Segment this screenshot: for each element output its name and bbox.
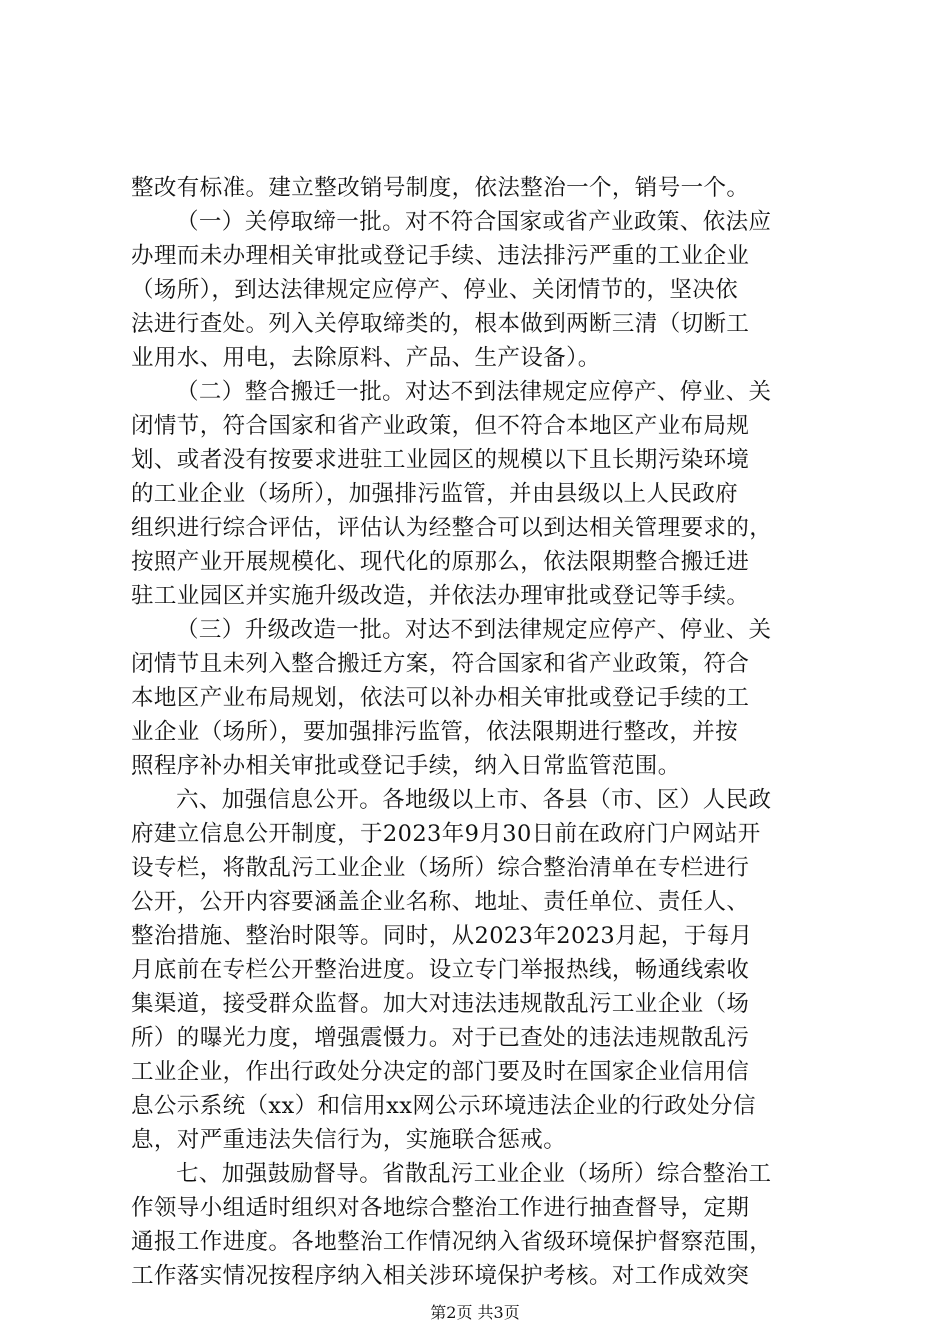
text-line: 办理而未办理相关审批或登记手续、违法排污严重的工业企业: [131, 243, 750, 269]
text-line: 组织进行综合评估，评估认为经整合可以到达相关管理要求的，: [131, 515, 773, 541]
text-line: 六、加强信息公开。各地级以上市、各县（市、区）人民政: [176, 787, 772, 813]
text-line: （二）整合搬迁一批。对达不到法律规定应停产、停业、关: [176, 379, 772, 405]
text-line: （场所），到达法律规定应停产、停业、关闭情节的，坚决依: [131, 277, 739, 303]
text-line: 府建立信息公开制度，于2023年9月30日前在政府门户网站开: [131, 821, 761, 847]
text-line: 按照产业开展规模化、现代化的原那么，依法限期整合搬迁进: [131, 549, 750, 575]
text-line: 闭情节，符合国家和省产业政策，但不符合本地区产业布局规: [131, 413, 750, 439]
text-line: 息公示系统（xx）和信用xx网公示环境违法企业的行政处分信: [131, 1093, 756, 1119]
text-line: 公开，公开内容要涵盖企业名称、地址、责任单位、责任人、: [131, 889, 750, 915]
text-line: 业用水、用电，去除原料、产品、生产设备）。: [131, 345, 601, 371]
page-number-footer: 第2页 共3页: [430, 1303, 520, 1322]
text-line: 息，对严重违法失信行为，实施联合惩戒。: [131, 1127, 567, 1153]
text-line: 的工业企业（场所），加强排污监管，并由县级以上人民政府: [131, 481, 739, 507]
text-line: 通报工作进度。各地整治工作情况纳入省级环境保护督察范围，: [131, 1229, 773, 1255]
text-line: 划、或者没有按要求进驻工业园区的规模以下且长期污染环境: [131, 447, 750, 473]
text-line: 工业企业，作出行政处分决定的部门要及时在国家企业信用信: [131, 1059, 750, 1085]
text-line: 本地区产业布局规划，依法可以补办相关审批或登记手续的工: [131, 685, 750, 711]
text-line: 整治措施、整治时限等。同时，从2023年2023月起，于每月: [131, 923, 753, 949]
text-line: 七、加强鼓励督导。省散乱污工业企业（场所）综合整治工: [176, 1161, 772, 1187]
text-line: 法进行查处。列入关停取缔类的，根本做到两断三清（切断工: [131, 311, 750, 337]
text-line: 设专栏，将散乱污工业企业（场所）综合整治清单在专栏进行: [131, 855, 750, 881]
text-line: 闭情节且未列入整合搬迁方案，符合国家和省产业政策，符合: [131, 651, 750, 677]
text-line: （一）关停取缔一批。对不符合国家或省产业政策、依法应: [176, 209, 772, 235]
text-line: 照程序补办相关审批或登记手续，纳入日常监管范围。: [131, 753, 681, 779]
text-line: 集渠道，接受群众监督。加大对违法违规散乱污工业企业（场: [131, 991, 750, 1017]
text-line: 业企业（场所），要加强排污监管，依法限期进行整改，并按: [131, 719, 739, 745]
text-line: 所）的曝光力度，增强震慑力。对于已查处的违法违规散乱污: [131, 1025, 750, 1051]
text-line: 驻工业园区并实施升级改造，并依法办理审批或登记等手续。: [131, 583, 750, 609]
text-line: 整改有标准。建立整改销号制度，依法整治一个，销号一个。: [131, 175, 750, 201]
text-line: 工作落实情况按程序纳入相关涉环境保护考核。对工作成效突: [131, 1263, 750, 1289]
text-line: （三）升级改造一批。对达不到法律规定应停产、停业、关: [176, 617, 772, 643]
text-line: 月底前在专栏公开整治进度。设立专门举报热线，畅通线索收: [131, 957, 750, 983]
text-line: 作领导小组适时组织对各地综合整治工作进行抽查督导，定期: [131, 1195, 750, 1221]
